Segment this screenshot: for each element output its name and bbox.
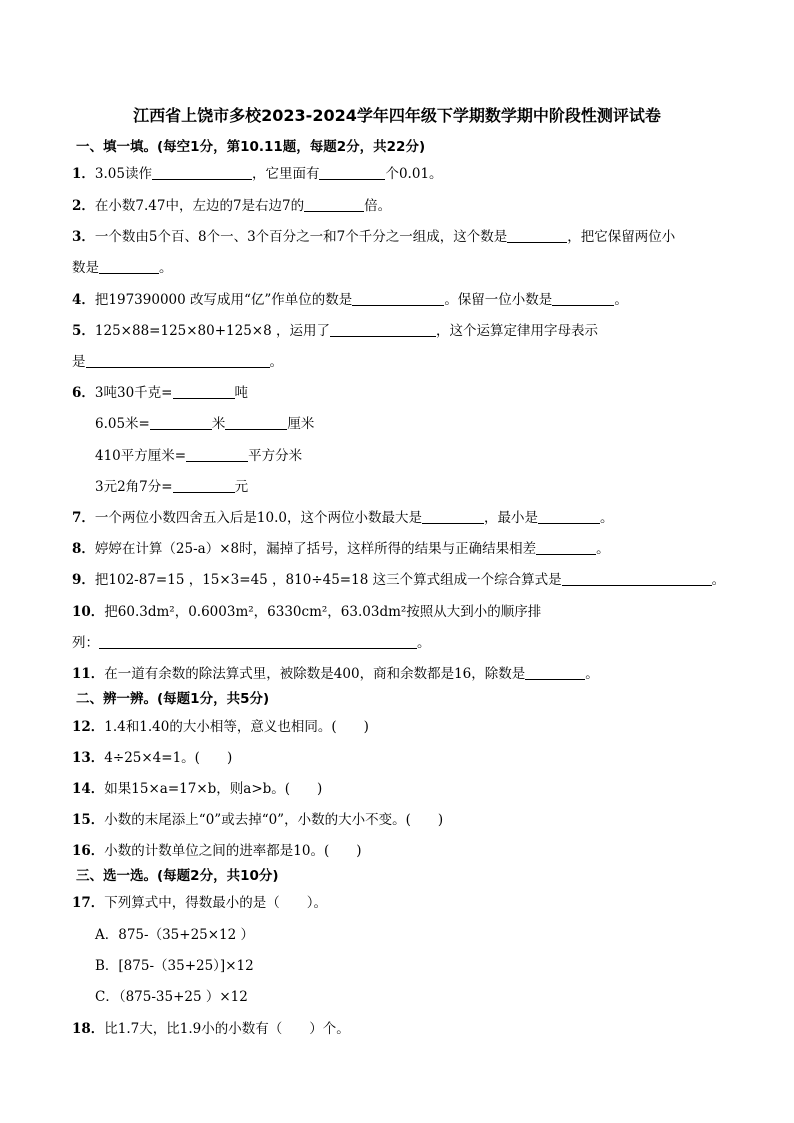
question-8: 8．婷婷在计算（25-a）×8时，漏掉了括号，这样所得的结果与正确结果相差 。 <box>72 541 610 557</box>
question-4: 4．把197390000 改写成用“亿”作单位的数是 。保留一位小数是 。 <box>72 292 628 308</box>
answer-blank[interactable] <box>352 291 444 306</box>
question-10-cont: 列： 。 <box>72 635 431 651</box>
question-5-cont: 是 。 <box>72 354 283 370</box>
question-9: 9．把102-87=15 ，15×3=45 ，810÷45=18 这三个算式组成一个综合算式是 。 <box>72 572 726 588</box>
option-b[interactable]: B．[875-（35+25）]×12 <box>95 958 254 974</box>
answer-blank[interactable] <box>152 165 252 180</box>
page-title: 江西省上饶市多校2023-2024学年四年级下学期数学期中阶段性测评试卷 <box>133 106 661 125</box>
question-6-d: 3元2角7分= 元 <box>95 479 249 495</box>
question-18: 18．比1.7大，比1.9小的小数有（ ）个。 <box>72 1021 350 1037</box>
question-6-b: 6.05米= 米 厘米 <box>95 416 315 432</box>
question-11: 11．在一道有余数的除法算式里，被除数是400，商和余数都是16，除数是 。 <box>72 666 599 682</box>
question-5: 5．125×88=125×80+125×8 ，运用了 ，这个运算定律用字母表示 <box>72 323 599 339</box>
answer-blank[interactable] <box>173 478 235 493</box>
answer-blank[interactable] <box>525 665 585 680</box>
answer-blank[interactable] <box>304 197 364 212</box>
question-12: 12．1.4和1.40的大小相等，意义也相同。( ) <box>72 719 369 735</box>
question-3-cont: 数是 。 <box>72 260 173 276</box>
answer-blank[interactable] <box>99 634 417 649</box>
answer-blank[interactable] <box>150 415 212 430</box>
option-a[interactable]: A．875-（35+25×12 ） <box>95 927 255 943</box>
question-15: 15．小数的末尾添上“0”或去掉“0”，小数的大小不变。( ) <box>72 812 444 828</box>
answer-blank[interactable] <box>536 540 596 555</box>
answer-blank[interactable] <box>225 415 287 430</box>
option-c[interactable]: C．（875-35+25 ）×12 <box>95 989 248 1005</box>
answer-blank[interactable] <box>330 322 436 337</box>
section-heading-1: 一、填一填。(每空1分，第10.11题，每题2分，共22分) <box>76 139 426 155</box>
answer-blank[interactable] <box>86 353 270 368</box>
question-2: 2．在小数7.47中，左边的7是右边7的 倍。 <box>72 198 392 214</box>
question-14: 14．如果15×a=17×b，则a>b。( ) <box>72 781 323 797</box>
question-13: 13．4÷25×4=1。( ) <box>72 750 233 766</box>
question-7: 7．一个两位小数四舍五入后是10.0，这个两位小数最大是 ，最小是 。 <box>72 510 614 526</box>
answer-blank[interactable] <box>507 228 567 243</box>
question-10: 10．把60.3dm²，0.6003m²，6330cm²，63.03dm²按照从大到小的顺序排 <box>72 604 542 620</box>
question-16: 16．小数的计数单位之间的进率都是10。( ) <box>72 843 362 859</box>
answer-blank[interactable] <box>538 509 600 524</box>
answer-blank[interactable] <box>319 165 385 180</box>
question-1: 1．3.05读作 ，它里面有 个0.01。 <box>72 166 443 182</box>
answer-blank[interactable] <box>422 509 484 524</box>
answer-blank[interactable] <box>99 259 159 274</box>
answer-blank[interactable] <box>562 571 712 586</box>
answer-blank[interactable] <box>186 447 248 462</box>
question-17: 17．下列算式中，得数最小的是（ ）。 <box>72 895 328 911</box>
section-heading-3: 三、选一选。(每题2分，共10分) <box>76 868 279 884</box>
question-6-c: 410平方厘米= 平方分米 <box>95 448 303 464</box>
question-6: 6．3吨30千克= 吨 <box>72 385 248 401</box>
question-3: 3．一个数由5个百、8个一、3个百分之一和7个千分之一组成，这个数是 ，把它保留两位小 <box>72 229 676 245</box>
answer-blank[interactable] <box>552 291 614 306</box>
section-heading-2: 二、辨一辨。(每题1分，共5分) <box>76 691 270 707</box>
answer-blank[interactable] <box>173 384 235 399</box>
